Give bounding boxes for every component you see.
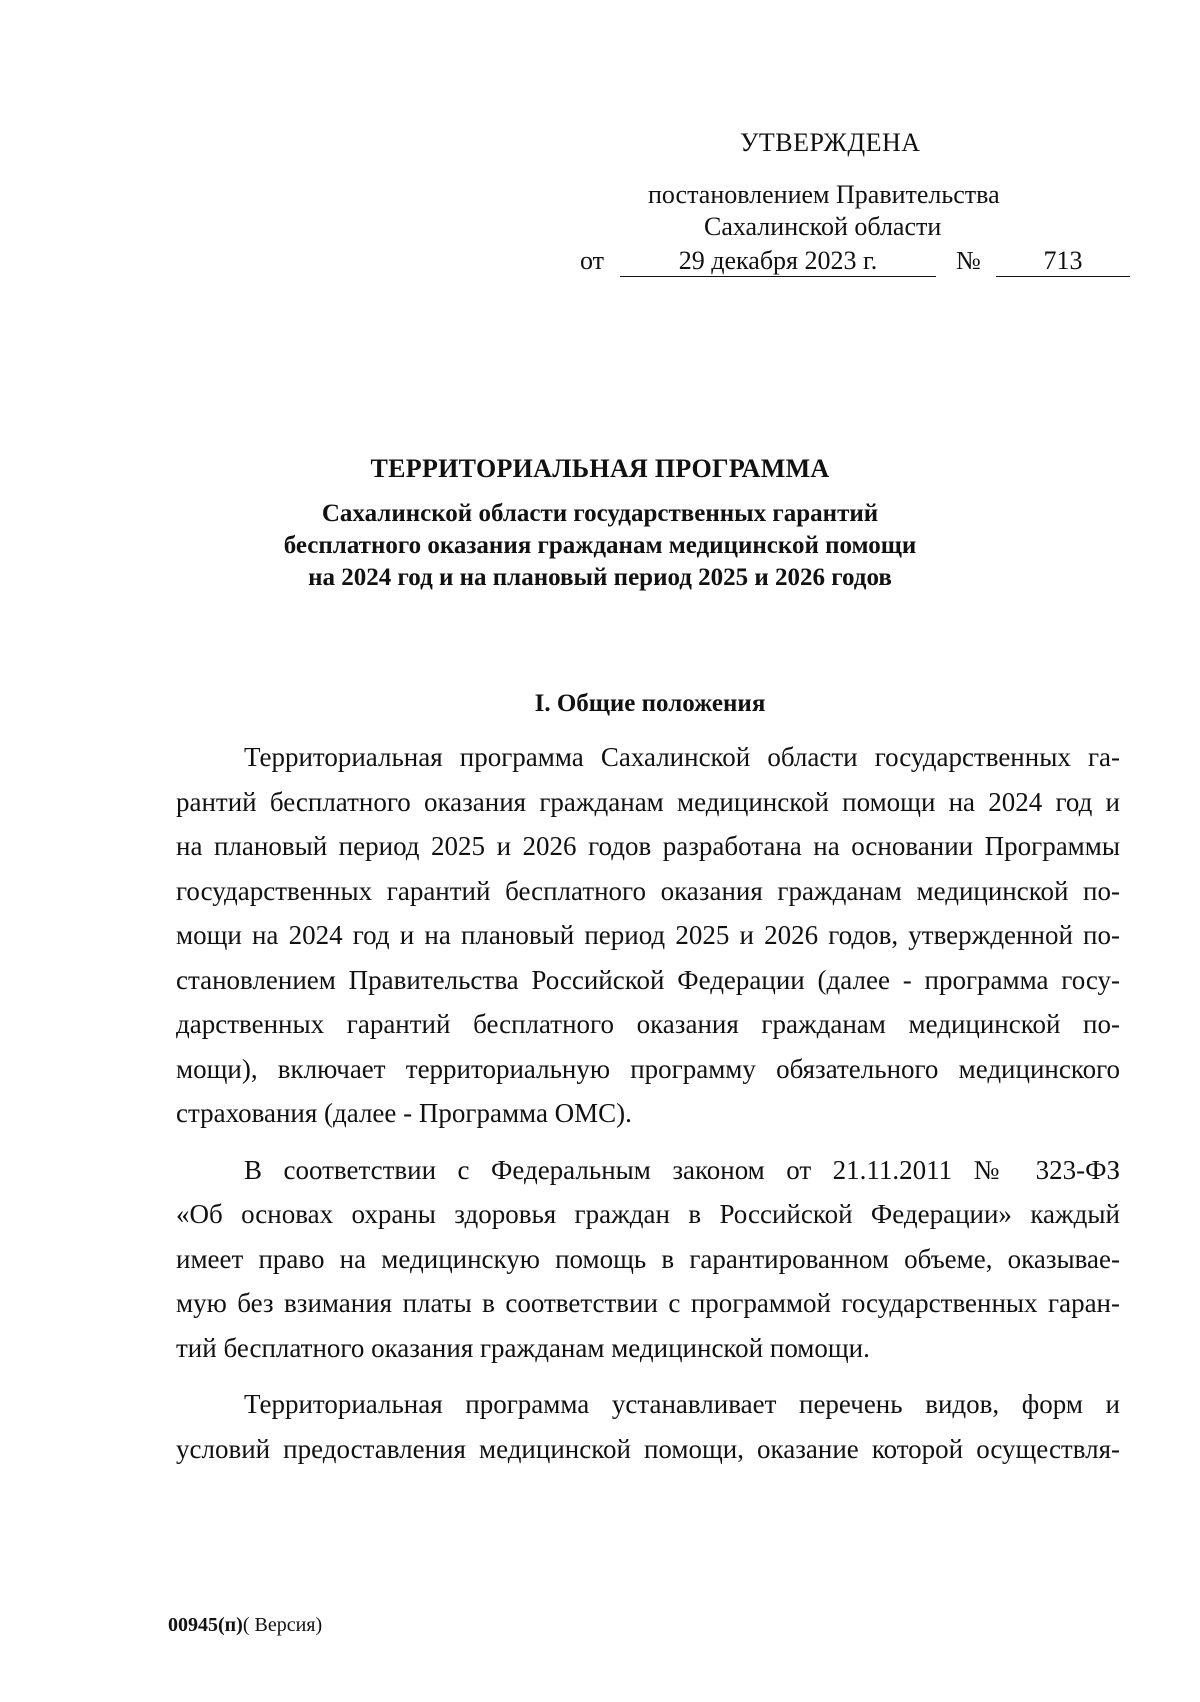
subtitle-line: бесплатного оказания гражданам медицинской помощи [283, 532, 917, 559]
paragraph-line: рантий бесплатного оказания гражданам медицинской помощи на 2024 год и [176, 786, 1120, 817]
paragraph-line: страхования (далее - Программа ОМС). [176, 1098, 632, 1128]
paragraph-line: на плановый период 2025 и 2026 годов разработана на основании Программы [176, 831, 1120, 861]
document-version: ( Версия) [242, 1614, 323, 1636]
number-label: № [956, 246, 981, 275]
paragraph-line: государственных гарантий бесплатного оказания гражданам медицинской по- [176, 875, 1120, 906]
paragraph-line: имеет право на медицинскую помощь в гарантированном объеме, оказывае- [176, 1243, 1120, 1274]
paragraph-line: становлением Правительства Российской Федерации (далее - программа госу- [176, 964, 1120, 995]
paragraph [176, 1382, 1120, 1471]
approval-region-line: Сахалинской области [704, 212, 942, 241]
paragraph-line: Территориальная программа Сахалинской области государственных га- [244, 742, 1120, 772]
approval-word: УТВЕРЖДЕНА [740, 128, 921, 157]
program-title: ТЕРРИТОРИАЛЬНАЯ ПРОГРАММА [370, 454, 830, 483]
approval-date: 29 декабря 2023 г. [620, 246, 936, 277]
paragraph-line: В соответствии с Федеральным законом от 21.11.2011 № 323-ФЗ [244, 1154, 1120, 1185]
paragraph-line: мощи), включает территориальную программу обязательного медицинского [176, 1053, 1120, 1084]
approval-issuer-line: постановлением Правительства [648, 180, 1000, 209]
approval-number: 713 [996, 246, 1130, 277]
subtitle-line: на 2024 год и на плановый период 2025 и 2026 годов [308, 564, 892, 591]
document-code [168, 1614, 322, 1637]
section-heading: I. Общие положения [534, 690, 766, 717]
paragraph [176, 1148, 1120, 1371]
paragraph-line: Территориальная программа устанавливает перечень видов, форм и [244, 1389, 1120, 1419]
paragraph [176, 735, 1120, 1136]
subtitle-line: Сахалинской области государственных гарантий [321, 500, 879, 527]
date-prefix: от [580, 246, 605, 275]
program-subtitle [0, 498, 1200, 594]
document-code-number: 00945(п) [168, 1614, 243, 1636]
paragraph-line: дарственных гарантий бесплатного оказания гражданам медицинской по- [176, 1009, 1120, 1039]
paragraph-line: условий предоставления медицинской помощи, оказание которой осуществля- [176, 1433, 1120, 1464]
approval-date-line [570, 246, 1130, 280]
paragraph-line: мощи на 2024 год и на плановый период 2025 и 2026 годов, утвержденной по- [176, 920, 1120, 950]
paragraph-line: «Об основах охраны здоровья граждан в Российской Федерации» каждый [176, 1199, 1120, 1229]
body-text [176, 735, 1120, 1471]
paragraph-line: тий бесплатного оказания гражданам медицинской помощи. [176, 1332, 870, 1363]
paragraph-line: мую без взимания платы в соответствии с программой государственных гаран- [176, 1288, 1120, 1318]
